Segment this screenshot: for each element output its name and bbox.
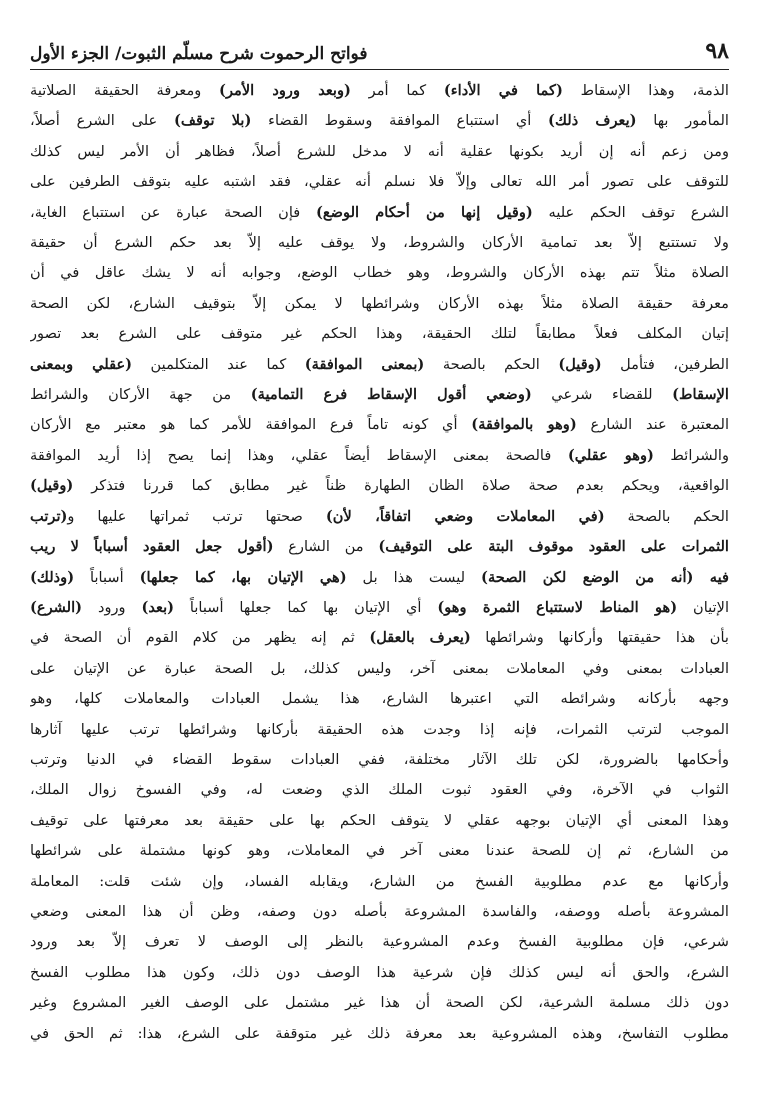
text-line (30, 137, 729, 167)
text-line (30, 684, 729, 714)
sharh-segment: الواقعية، ويحكم بعدم صحة صلاة الظان الطهارة ظناً غير مطابق كما قررنا فتذكر (73, 477, 729, 495)
text-line (30, 350, 729, 380)
page-number: ٩٨ (705, 38, 729, 64)
matn-segment: (أقول جعل العقود أسباباً لا ريب (30, 538, 274, 556)
matn-segment: الإسقاط) (672, 386, 729, 404)
header-rule (30, 69, 729, 70)
sharh-segment: وجهه بأركانه وشرائطه التي اعتبرها الشارع، هذا يشمل العبادات والمعاملات كلها، وهو (30, 690, 729, 708)
text-line (30, 471, 729, 501)
text-line (30, 715, 729, 745)
sharh-segment: ليست هذا بل (346, 568, 482, 586)
sharh-segment: وأحكامها بالضرورة، لكن تلك الآثار مختلفة، ففي العبادات سقوط القضاء في الدنيا وترتب (30, 750, 729, 768)
matn-segment: (بلا توقف) (173, 112, 252, 130)
sharh-segment: معرفة حقيقة الصلاة مثلاً بهذه الأركان وشرائطها لا يمكن إلاّ بتوقيف الشارع، لكن الصحة (30, 294, 729, 312)
text-line (30, 563, 729, 593)
matn-segment: (كما في الأداء) (443, 82, 563, 99)
sharh-segment: أي استتباع الموافقة وسقوط القضاء (251, 112, 549, 130)
sharh-segment: ثم إنه يظهر من كلام القوم أن الصحة في (30, 629, 370, 647)
matn-segment: الثمرات على العقود موقوف البتة على التوقيف) (378, 538, 729, 556)
sharh-segment: والشرائط (653, 446, 729, 464)
text-line (30, 988, 729, 1018)
sharh-segment: من الشارع، ثم إن للصحة عندنا معنى آخر في المعاملات، وهو كونها مشتملة على شرائطها (30, 842, 729, 860)
sharh-segment: الحكم بالصحة (604, 507, 729, 525)
text-line (30, 836, 729, 866)
matn-segment: (وبعد ورود الأمر) (219, 82, 351, 99)
sharh-segment: من جهة الأركان والشرائط (30, 386, 251, 404)
text-line (30, 775, 729, 805)
sharh-segment: الطرفين، فتأمل (601, 355, 729, 373)
matn-segment: (الشرع) (30, 598, 83, 616)
text-line (30, 806, 729, 836)
text-line (30, 410, 729, 440)
sharh-segment: الحكم بالصحة (424, 355, 559, 373)
sharh-segment: من الشارع (273, 538, 379, 556)
matn-segment: (وقيل) (30, 477, 74, 495)
sharh-segment: الإتيان (677, 598, 729, 616)
matn-segment: (يعرف ذلك) (548, 112, 637, 130)
matn-segment: (يعرف بالعقل) (369, 629, 471, 647)
text-line (30, 532, 729, 562)
text-line (30, 745, 729, 775)
matn-segment: (هي الإتيان بها، كما جعلها) (139, 568, 347, 586)
sharh-segment: ومن زعم أنه إن أريد بكونها عقلية أنه لا مدخل للشرع أصلاً، فظاهر أن الأمر ليس كذلك (30, 142, 729, 160)
sharh-segment: دون ذلك مسلمة الشرعية، لكن الصحة أن هذا غير مشتمل على الوصف الغير المشروع وغير (30, 994, 729, 1012)
sharh-segment: وأركانها مع عدم مطلوبية الفسخ من الشارع، ويقابله الفساد، وإن شئت قلت: المعاملة (30, 872, 729, 890)
text-line (30, 958, 729, 988)
sharh-segment: المشروعة بأصله ووصفه، والفاسدة المشروعة بأصله دون وصفه، وظن أن هذا المعنى وضعي (30, 902, 729, 920)
text-line (30, 76, 729, 106)
running-title: فواتح الرحموت شرح مسلّم الثبوت/ الجزء الأول (30, 44, 368, 64)
text-line (30, 289, 729, 319)
matn-segment: (وهو بالموافقة) (471, 416, 577, 434)
matn-segment: (في المعاملات وضعي اتفاقاً، لأن) (325, 507, 605, 525)
matn-segment: (بعد) (141, 598, 175, 616)
text-line (30, 593, 729, 623)
matn-segment: (بمعنى الموافقة) (304, 355, 425, 373)
sharh-segment: ورود (82, 598, 142, 616)
matn-segment: (عقلي وبمعنى (30, 355, 133, 373)
text-line (30, 1019, 729, 1049)
sharh-segment: المأمور بها (636, 112, 729, 130)
text-line (30, 867, 729, 897)
text-line (30, 167, 729, 197)
sharh-segment: الشرع توقف الحكم عليه (532, 203, 729, 221)
matn-segment: (وقيل إنها من أحكام الوضع) (315, 203, 533, 221)
sharh-segment: وهذا المعنى أي الإتيان بوجهه عقلي لا يتوقف الحكم بها على حقيقة بعد معرفتها على توقيف (30, 811, 729, 829)
sharh-segment: صحتها ترتب ثمراتها عليها و (67, 507, 326, 525)
text-line (30, 106, 729, 136)
text-line (30, 228, 729, 258)
sharh-segment: فإن الصحة عبارة عن استتباع الغاية، (30, 203, 316, 221)
text-line (30, 623, 729, 653)
sharh-segment: الثواب في الآخرة، وفي العقود ثبوت الملك الذي وضعت له، وفي الفسوخ زوال الملك، (30, 781, 729, 799)
sharh-segment: أي الإتيان بها كما جعلها أسباباً (174, 598, 438, 616)
sharh-segment: الشرع، والحق أنه ليس كذلك فإن شرعية هذا الوصف دون ذلك، وكون هذا مطلوب الفسخ (30, 963, 729, 981)
sharh-segment: للقضاء شرعي (531, 386, 673, 404)
text-line (30, 258, 729, 288)
sharh-segment: إتيان المكلف فعلاً مطابقاً لتلك الحقيقة، وهذا الحكم غير متوقف على الشرع بعد تصور (30, 325, 729, 343)
sharh-segment: ولا تستتبع إلاّ بعد تمامية الأركان والشروط، ولا يوقف عليه إلاّ بعد حكم الشرع أن حقيقة (30, 234, 729, 252)
sharh-segment: للتوقف على تصور أمر الله تعالى وإلاّ فلا نسلم أنه عقلي، فقد اشتبه عليه بتوقف الطرفين على (30, 173, 729, 191)
body-text (30, 76, 729, 1049)
sharh-segment: أي كونه تاماً فرع الموافقة للأمر كما هو معتبر مع الأركان (30, 416, 472, 434)
text-line (30, 502, 729, 532)
text-line (30, 927, 729, 957)
sharh-segment: كما أمر (350, 82, 444, 99)
sharh-segment: الصلاة مثلاً تتم بهذه الأركان والشروط، وهو خطاب الوضع، وجوابه أنه لا يشك عاقل في أن (30, 264, 729, 282)
matn-segment: فيه (أنه من الوضع لكن الصحة) (481, 568, 729, 586)
sharh-segment: أسباباً (74, 568, 140, 586)
matn-segment: (وضعي أقول الإسقاط فرع التمامية) (250, 386, 532, 404)
sharh-segment: على الشرع أصلاً، (30, 112, 174, 130)
matn-segment: (وذلك) (30, 568, 75, 586)
text-line (30, 897, 729, 927)
matn-segment: (وقيل) (558, 355, 602, 373)
sharh-segment: مطلوب التفاسخ، وهذه المشروعية بعد معرفة ذلك غير متوقفة على الشرع، هذا: ثم الحق في (30, 1024, 729, 1042)
text-line (30, 319, 729, 349)
sharh-segment: الذمة، وهذا الإسقاط (562, 82, 729, 99)
text-line (30, 198, 729, 228)
sharh-segment: شرعي، فإن مطلوبية الفسخ وعدم المشروعية بالنظر إلى الوصف لا تعرف إلاّ بعد ورود (30, 933, 729, 951)
text-line (30, 441, 729, 471)
matn-segment: (ترتب (30, 507, 68, 525)
sharh-segment: بأن هذا حقيقتها وأركانها وشرائطها (470, 629, 729, 647)
sharh-segment: الموجب لترتب الثمرات، فإنه إذا وجدت هذه الحقيقة بأركانها وشرائطها ترتب عليها آثارها (30, 720, 729, 738)
page-header (30, 28, 729, 64)
text-line (30, 380, 729, 410)
sharh-segment: فالصحة بمعنى الإسقاط أيضاً عقلي، وهذا إنما يصح إذا أريد الموافقة (30, 446, 568, 464)
sharh-segment: ومعرفة الحقيقة الصلاتية (30, 82, 220, 99)
matn-segment: (هو المناط لاستتباع الثمرة وهو) (437, 598, 678, 616)
sharh-segment: المعتبرة عند الشارع (576, 416, 729, 434)
text-line (30, 654, 729, 684)
sharh-segment: العبادات بمعنى وفي المعاملات بمعنى آخر، وليس كذلك، بل الصحة عبارة عن الإتيان على (30, 659, 729, 677)
sharh-segment: كما عند المتكلمين (132, 355, 305, 373)
matn-segment: (وهو عقلي) (567, 446, 654, 464)
